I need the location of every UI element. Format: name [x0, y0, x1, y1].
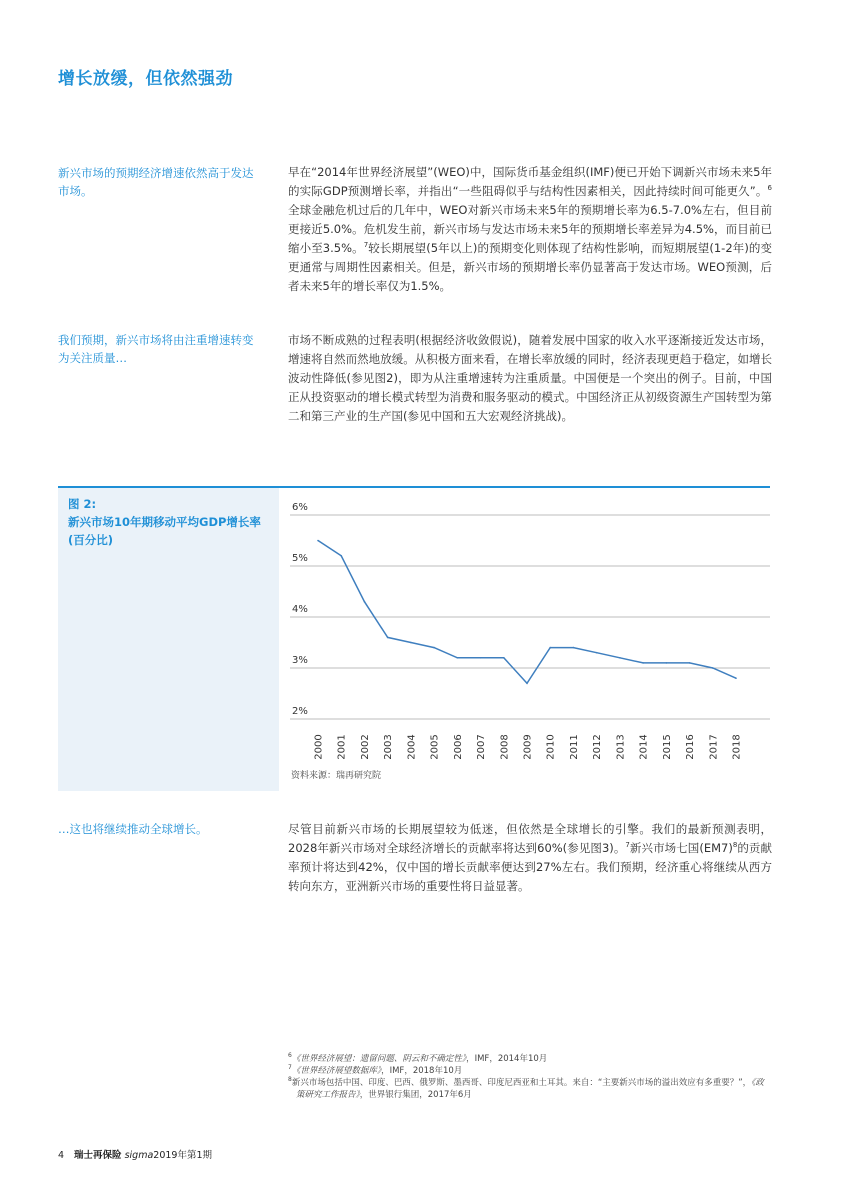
- data-point-2012: [596, 652, 598, 654]
- footnote-ref-7[interactable]: 7: [363, 241, 369, 250]
- footnote-7-title: 《世界经济展望数据库》: [291, 1066, 382, 1076]
- x-tick-label: 2011: [568, 734, 580, 760]
- footer-brand: 瑞士再保险: [74, 1150, 122, 1161]
- y-tick-label: 5%: [292, 553, 308, 564]
- para1-part-a: 早在“2014年世界经济展望”(WEO)中，国际货币基金组织(IMF)便已开始下调新兴市场未来5年的实际GDP预测增长率，并指出“一些阻碍似乎与结构性因素相关，因此持续时间可能更久”。: [288, 165, 772, 198]
- footnote-num-8: 8: [288, 1076, 292, 1084]
- body-paragraph-1: [288, 163, 772, 296]
- figure-label: 图 2:: [68, 497, 97, 511]
- footnote-ref-7b[interactable]: 7: [625, 841, 630, 850]
- side-note-1: 新兴市场的预期经济增速依然高于发达市场。: [58, 166, 254, 198]
- data-point-2011: [573, 647, 575, 649]
- gdp-growth-line-chart: [288, 495, 770, 765]
- y-tick-label: 2%: [292, 706, 308, 717]
- data-point-2018: [735, 677, 737, 679]
- footnote-num-7: 7: [288, 1064, 292, 1072]
- footnote-7: [288, 1065, 772, 1077]
- x-tick-label: 2008: [499, 734, 511, 760]
- data-point-2000: [317, 540, 319, 542]
- footnote-6-title: 《世界经济展望：遗留问题、阴云和不确定性》: [291, 1054, 467, 1064]
- x-tick-label: 2006: [452, 734, 464, 760]
- figure-source: 资料来源：瑞再研究院: [291, 771, 382, 781]
- footnote-num-6: 6: [288, 1052, 292, 1060]
- footnote-8-title: 《政策研究工作报告》: [296, 1078, 764, 1100]
- data-point-2010: [549, 647, 551, 649]
- page-footer: [58, 1147, 212, 1161]
- x-tick-label: 2003: [383, 734, 395, 760]
- para3-part-a: 尽管目前新兴市场的长期展望较为低迷，但依然是全球增长的引擎。我们的最新预测表明，2028年新兴市场对全球经济增长的贡献率将达到60%(参见图3)。: [288, 822, 772, 855]
- x-tick-label: 2012: [592, 734, 604, 760]
- side-note-2: 我们预期，新兴市场将由注重增速转变为关注质量…: [58, 333, 254, 365]
- x-tick-label: 2018: [731, 734, 743, 760]
- x-tick-label: 2017: [708, 734, 720, 760]
- x-tick-label: 2016: [685, 734, 697, 760]
- data-point-2003: [387, 637, 389, 639]
- data-point-2017: [712, 667, 714, 669]
- series-line-emerging-markets: [318, 541, 736, 684]
- figure-title: 新兴市场10年期移动平均GDP增长率(百分比): [68, 515, 261, 547]
- y-tick-label: 3%: [292, 655, 308, 666]
- x-tick-label: 2002: [359, 734, 371, 760]
- body-paragraph-3: [288, 820, 772, 896]
- y-tick-label: 4%: [292, 604, 308, 615]
- x-tick-label: 2010: [545, 734, 557, 760]
- x-tick-label: 2005: [429, 734, 441, 760]
- x-tick-label: 2004: [406, 734, 418, 760]
- data-point-2013: [619, 657, 621, 659]
- side-note-3: …这也将继续推动全球增长。: [58, 822, 208, 836]
- footnote-8: [288, 1077, 772, 1101]
- data-point-2006: [457, 657, 459, 659]
- x-tick-label: 2000: [313, 734, 325, 760]
- page-number: 4: [58, 1150, 65, 1161]
- footnote-ref-8[interactable]: 8: [732, 841, 738, 850]
- body-paragraph-2: 市场不断成熟的过程表明(根据经济收敛假说)，随着发展中国家的收入水平逐渐接近发达市场，增速将自然而然地放缓。从积极方面来看，在增长率放缓的同时，经济表现更趋于稳定，如增长波动性降低(参见图2)，即为从注重增速转为注重质量。中国便是一个突出的例子。目前，中国正从投资驱动的增长模式转型为消费和服务驱动的模式。中国经济正从初级资源生产国转型为第二和第三产业的生产国(参见中国和五大宏观经济挑战)。: [288, 333, 772, 423]
- data-point-2007: [480, 657, 482, 659]
- para1-part-b: 全球金融危机过后的几年中，WEO对新兴市场未来5年的预期增长率为6.5-7.0%左右，但目前更接近5.0%。危机发生前，新兴市场与发达市场未来5年的预期增长率差异为4.5%，而目前已缩小至3.5%。: [288, 203, 772, 255]
- footnote-6: [288, 1053, 772, 1065]
- footnote-8-rest: ，世界银行集团，2017年6月: [359, 1090, 472, 1100]
- para1-part-c: 较长期展望(5年以上)的预期变化则体现了结构性影响，而短期展望(1-2年)的变更通常与周期性因素相关。但是，新兴市场的预期增长率仍显著高于发达市场。WEO预测，后者未来5年的增长率仅为1.5%。: [288, 241, 772, 293]
- footer-issue: 2019年第1期: [153, 1150, 213, 1161]
- data-point-2009: [526, 683, 528, 685]
- x-tick-label: 2013: [615, 734, 627, 760]
- footnote-6-rest: ，IMF，2014年10月: [466, 1054, 548, 1064]
- footnote-ref-6[interactable]: 6: [767, 184, 772, 193]
- data-point-2016: [689, 662, 691, 664]
- footnotes: [288, 1053, 772, 1101]
- x-tick-label: 2009: [522, 734, 534, 760]
- x-tick-label: 2001: [336, 734, 348, 760]
- data-point-2002: [364, 601, 366, 603]
- data-point-2014: [642, 662, 644, 664]
- data-point-2008: [503, 657, 505, 659]
- data-point-2005: [433, 647, 435, 649]
- data-point-2004: [410, 642, 412, 644]
- para3-part-b: 新兴市场七国(EM7): [629, 841, 733, 855]
- para3-part-c: 的贡献率预计将达到42%，仅中国的增长贡献率便达到27%左右。我们预期，经济重心将继续从西方转向东方，亚洲新兴市场的重要性将日益显著。: [288, 841, 773, 893]
- x-tick-label: 2014: [638, 734, 650, 760]
- page-heading: 增长放缓，但依然强劲: [58, 69, 233, 89]
- x-tick-label: 2007: [476, 734, 488, 760]
- footnote-7-rest: ，IMF，2018年10月: [381, 1066, 463, 1076]
- footnote-8-pre: 新兴市场包括中国、印度、巴西、俄罗斯、墨西哥、印度尼西亚和土耳其。来自：“主要新兴市场的溢出效应有多重要？”，: [291, 1078, 752, 1088]
- data-point-2015: [666, 662, 668, 664]
- x-tick-label: 2015: [661, 734, 673, 760]
- footer-series: sigma: [124, 1150, 154, 1161]
- data-point-2001: [340, 555, 342, 557]
- y-tick-label: 6%: [292, 502, 308, 513]
